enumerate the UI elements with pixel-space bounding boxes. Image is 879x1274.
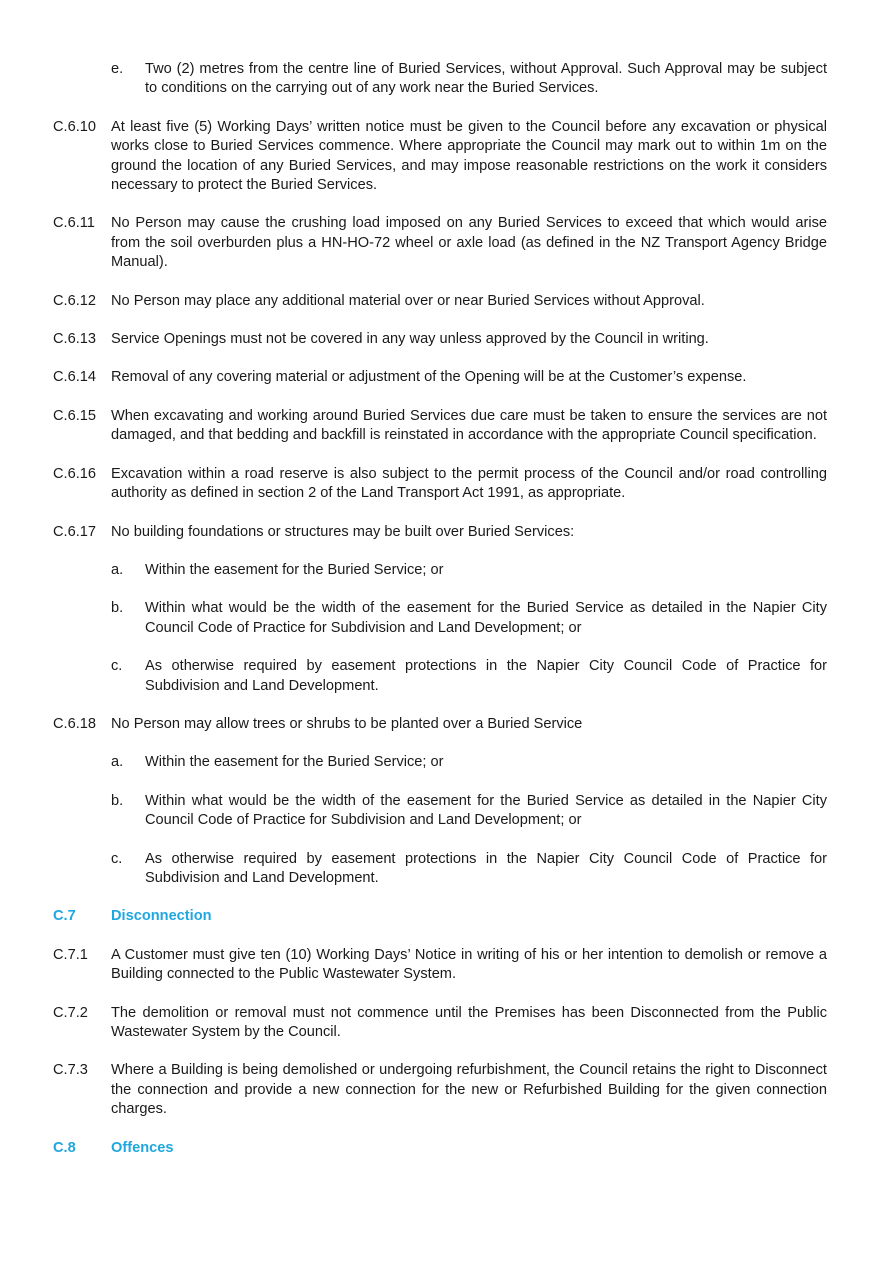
clause-number: C.7.3 xyxy=(53,1062,88,1079)
list-item-c xyxy=(111,850,827,889)
section-number: C.7 xyxy=(53,908,76,925)
clause-text: Service Openings must not be covered in any way unless approved by the Council in writing. xyxy=(111,331,709,348)
item-text: Two (2) metres from the centre line of Buried Services, without Approval. Such Approval may be subject to conditions on the carrying out of any work near the Buried Services. xyxy=(145,61,827,97)
clause-c6-17 xyxy=(53,523,827,542)
section-heading-c7 xyxy=(53,907,827,926)
clause-c6-11 xyxy=(53,214,827,272)
item-letter: e. xyxy=(111,61,124,77)
clause-text: The demolition or removal must not commence until the Premises has been Disconnected from the Public Wastewater System by the Council. xyxy=(111,1004,827,1040)
clause-text: Excavation within a road reserve is also subject to the permit process of the Council and/or road controlling authority as defined in section 2 of the Land Transport Act 1991, as appropriate. xyxy=(111,465,827,502)
clause-number: C.7.2 xyxy=(53,1004,88,1021)
item-text: Within what would be the width of the easement for the Buried Service as detailed in the Napier City Council Code of Practice for Subdivision and Land Development; or xyxy=(145,792,827,829)
clause-text: Removal of any covering material or adjustment of the Opening will be at the Customer’s expense. xyxy=(111,369,747,386)
item-text: Within the easement for the Buried Service; or xyxy=(145,754,444,771)
section-number: C.8 xyxy=(53,1139,76,1156)
clause-text: A Customer must give ten (10) Working Days’ Notice in writing of his or her intention to demolish or remove a Building connected to the Public Wastewater System. xyxy=(111,946,827,983)
clause-c6-15 xyxy=(53,407,827,446)
clause-number: C.6.17 xyxy=(53,523,96,540)
item-text: As otherwise required by easement protections in the Napier City Council Code of Practice for Subdivision and Land Development. xyxy=(145,850,827,886)
clause-text: When excavating and working around Buried Services due care must be taken to ensure the services are not damaged, and that bedding and backfill is reinstated in accordance with the appropriate Council specification. xyxy=(111,407,827,444)
list-item-b xyxy=(111,792,827,831)
item-text: Within what would be the width of the easement for the Buried Service as detailed in the Napier City Council Code of Practice for Subdivision and Land Development; or xyxy=(145,600,827,636)
list-item-a xyxy=(111,561,827,580)
clause-text: No Person may allow trees or shrubs to be planted over a Buried Service xyxy=(111,715,583,732)
item-letter: a. xyxy=(111,754,124,771)
item-letter: c. xyxy=(111,658,123,675)
section-heading-c8 xyxy=(53,1139,827,1158)
clause-c6-14 xyxy=(53,368,827,387)
item-letter: a. xyxy=(111,561,124,578)
clause-text: No Person may cause the crushing load imposed on any Buried Services to exceed that which would arise from the soil overburden plus a HN-HO-72 wheel or axle load (as defined in the NZ Transport Agency Bridge Manual). xyxy=(111,215,827,271)
clause-c6-16 xyxy=(53,465,827,504)
clause-number: C.6.16 xyxy=(53,465,96,482)
list-item-a xyxy=(111,753,827,772)
item-text: As otherwise required by easement protections in the Napier City Council Code of Practice for Subdivision and Land Development. xyxy=(145,658,827,694)
clause-c7-2 xyxy=(53,1004,827,1043)
clause-number: C.6.10 xyxy=(53,118,96,135)
item-text: Within the easement for the Buried Service; or xyxy=(145,561,444,578)
clause-number: C.6.15 xyxy=(53,407,96,424)
clause-text: At least five (5) Working Days’ written notice must be given to the Council before any excavation or physical works close to Buried Services commence. Where appropriate the Council may mark out to within 1m on the ground the location of any Buried Services, and may impose reasonable restrictions on the work it considers necessary to protect the Buried Services. xyxy=(111,118,827,194)
item-letter: c. xyxy=(111,850,123,867)
clause-number: C.6.12 xyxy=(53,292,96,309)
clause-number: C.6.14 xyxy=(53,369,96,386)
clause-number: C.7.1 xyxy=(53,946,88,963)
clause-c6-18 xyxy=(53,715,827,734)
clause-c6-12 xyxy=(53,292,827,311)
section-title: Disconnection xyxy=(111,908,212,925)
list-item-b xyxy=(111,599,827,638)
clause-number: C.6.13 xyxy=(53,331,96,348)
list-item-e xyxy=(111,60,827,99)
clause-c6-10 xyxy=(53,118,827,196)
item-letter: b. xyxy=(111,792,124,809)
clause-text: No building foundations or structures may be built over Buried Services: xyxy=(111,523,575,540)
item-letter: b. xyxy=(111,600,124,617)
clause-number: C.6.18 xyxy=(53,715,96,732)
clause-text: No Person may place any additional material over or near Buried Services without Approval. xyxy=(111,292,705,309)
section-title: Offences xyxy=(111,1139,174,1156)
clause-c7-3 xyxy=(53,1061,827,1119)
clause-text: Where a Building is being demolished or undergoing refurbishment, the Council retains the right to Disconnect the connection and provide a new connection for the new or Refurbished Building for the given connection charges. xyxy=(111,1062,827,1118)
list-item-c xyxy=(111,657,827,696)
clause-c7-1 xyxy=(53,946,827,985)
clause-c6-13 xyxy=(53,330,827,349)
clause-number: C.6.11 xyxy=(53,215,95,232)
